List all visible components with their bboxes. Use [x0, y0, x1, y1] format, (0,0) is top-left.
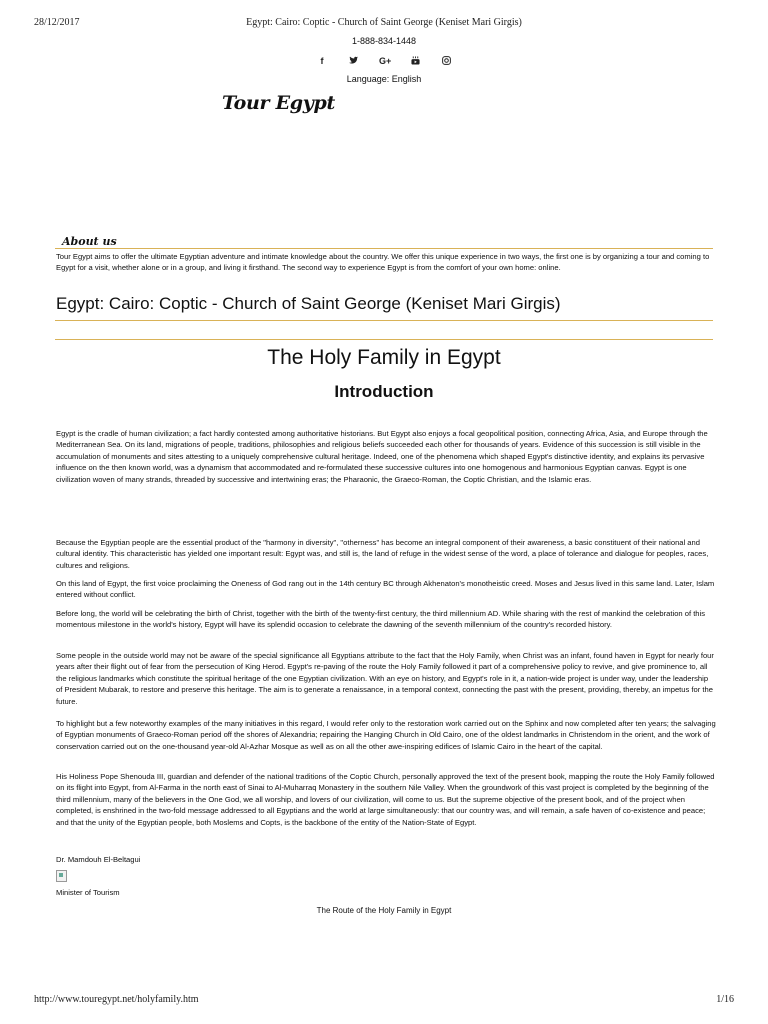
- print-doc-title: Egypt: Cairo: Coptic - Church of Saint George (Keniset Mari Girgis): [246, 17, 522, 28]
- paragraph: Some people in the outside world may not be aware of the special significance all Egyptians attribute to the fact that the Holy Family, when Christ was an infant, found haven in Egypt for nearly four years after their flight out of fear from the persecution of King Herod. Egypt's re-paving of the route the Holy Family followed it part of a comprehensive policy to revive, and give prominence to, all the religious landmarks which constitute the spiritual heritage of the one Egyptian civilization. With an eye on history, and Egypt's role in it, a nation-wide project is under way, under the leadership of President Mubarak, to restore and preserve this heritage. The aim is to generate a renaissance, in a temporal context, connecting the past with the present, providing, thereby, an impetus for the future.: [56, 651, 714, 706]
- site-logo[interactable]: Tour Egypt: [222, 92, 335, 114]
- twitter-icon[interactable]: [348, 56, 358, 66]
- paragraph: To highlight but a few noteworthy examples of the many initiatives in this regard, I would refer only to the restoration work carried out on the Sphinx and now completed after ten years; the salvaging of Egyptian monuments of Graeco-Roman period off the shores of Alexandria; repairing the Hanging Church in Old Cairo, one of the oldest landmarks in Christendom in the orient, and the work of conservation carried out on the one-thousand year-old Al-Azhar Mosque as well as on all the other awe-inspiring edifices of Islamic Cairo in the heart of the capital.: [56, 719, 716, 751]
- paragraph: His Holiness Pope Shenouda III, guardian and defender of the national traditions of the Coptic Church, personally approved the text of the present book, mapping the route the Holy Family followed on its flight into Egypt, from Al-Farma in the north east of Sinai to Al-Muharraq Monastery in the southern Nile Valley. When the groundwork of this vast project is completed by the beginning of the third millennium, many of the believers in the One God, we all worship, and lovers of our civilization, will come to us. But the supreme objective of the present book, and of the project when completed, is enshrined in the two-fold message addressed to all Egyptians and the world at large simultaneously: that our country was, and will remain, a safe haven of co-existence and peace; and that the unity of the Egyptian people, both Moslems and Copts, is the backbone of the entity of the Nation-State of Egypt.: [56, 772, 715, 827]
- top-contact-bar: [0, 36, 768, 84]
- paragraph: Because the Egyptian people are the essential product of the "harmony in diversity", "otherness" has become an integral component of their awareness, a basic constituent of their national and cultural identity. This characteristic has yielded one important result: Egypt was, and still is, the land of refuge in the widest sense of the word, a place of tolerance and dialogue for peoples, races, cultures and religions.: [56, 538, 709, 570]
- print-date: 28/12/2017: [34, 17, 80, 28]
- article-heading: The Holy Family in Egypt: [267, 346, 501, 369]
- print-header: [34, 17, 734, 31]
- paragraph: Egypt is the cradle of human civilization; a fact hardly contested among authoritative historians. But Egypt also enjoys a focal geopolitical position, connecting Africa, Asia, and Europe through the Mediterranean Sea. On its land, migrations of people, traditions, philosophies and religious beliefs succeeded each other for thousands of years. Evidence of this succession is still visible in the accumulation of monuments and sites attesting to a uniquely comprehensive cultural heritage. Indeed, one of the phenomena which shaped Egypt's distinctive identity, and explains its pervasive influence on the then known world, was a dynamism that accommodated and re-formulated these successive cultures into one homogenous and harmonious Egyptian canvas. Egypt is one civilization woven of many strands, threaded by successive and intertwining eras; the Pharaonic, the Graeco-Roman, the Coptic Christian, and the Islamic eras.: [56, 429, 708, 484]
- signature-name: Dr. Mamdouh El-Beltagui: [56, 855, 141, 864]
- google-plus-icon[interactable]: G+: [379, 56, 392, 66]
- paragraph: On this land of Egypt, the first voice proclaiming the Oneness of God rang out in the 14th century BC through Akhenaton's monotheistic creed. Moses and Jesus lived in this same land. Later, Islam entered without conflict.: [56, 579, 715, 600]
- print-footer: [34, 994, 734, 1008]
- youtube-icon[interactable]: [410, 56, 420, 67]
- about-us-text: Tour Egypt aims to offer the ultimate Egyptian adventure and intimate knowledge about the country. We offer this unique experience in two ways, the first one is by organizing a tour and coming to Egypt for a visit, whether alone or in a group, and living it firsthand. The second way to experience Egypt is from the comfort of your own home: online.: [56, 252, 710, 273]
- phone-number[interactable]: 1-888-834-1448: [351, 36, 417, 46]
- signature-title: Minister of Tourism: [56, 888, 120, 897]
- broken-image-icon: [56, 870, 67, 882]
- about-us-heading: About us: [62, 235, 117, 248]
- about-divider: [55, 248, 713, 249]
- article-subheading: Introduction: [334, 382, 434, 401]
- facebook-icon[interactable]: f: [320, 56, 324, 66]
- title-divider: [55, 320, 713, 321]
- content-divider: [55, 339, 713, 340]
- instagram-icon[interactable]: [441, 56, 451, 67]
- print-page-number: 1/16: [716, 994, 734, 1005]
- paragraph: Before long, the world will be celebrating the birth of Christ, together with the birth of the twenty-first century, the third millennium AD. While sharing with the rest of mankind the celebration of this momentous milestone in the world's history, Egypt will have its splendid occasion to celebrate the dawning of the seventh millennium of the country's recorded history.: [56, 609, 706, 630]
- language-selector[interactable]: Language: English: [346, 74, 422, 84]
- route-caption: The Route of the Holy Family in Egypt: [316, 906, 452, 915]
- page-title: Egypt: Cairo: Coptic - Church of Saint George (Keniset Mari Girgis): [56, 294, 561, 313]
- print-url: http://www.touregypt.net/holyfamily.htm: [34, 994, 199, 1005]
- social-links: [0, 55, 768, 67]
